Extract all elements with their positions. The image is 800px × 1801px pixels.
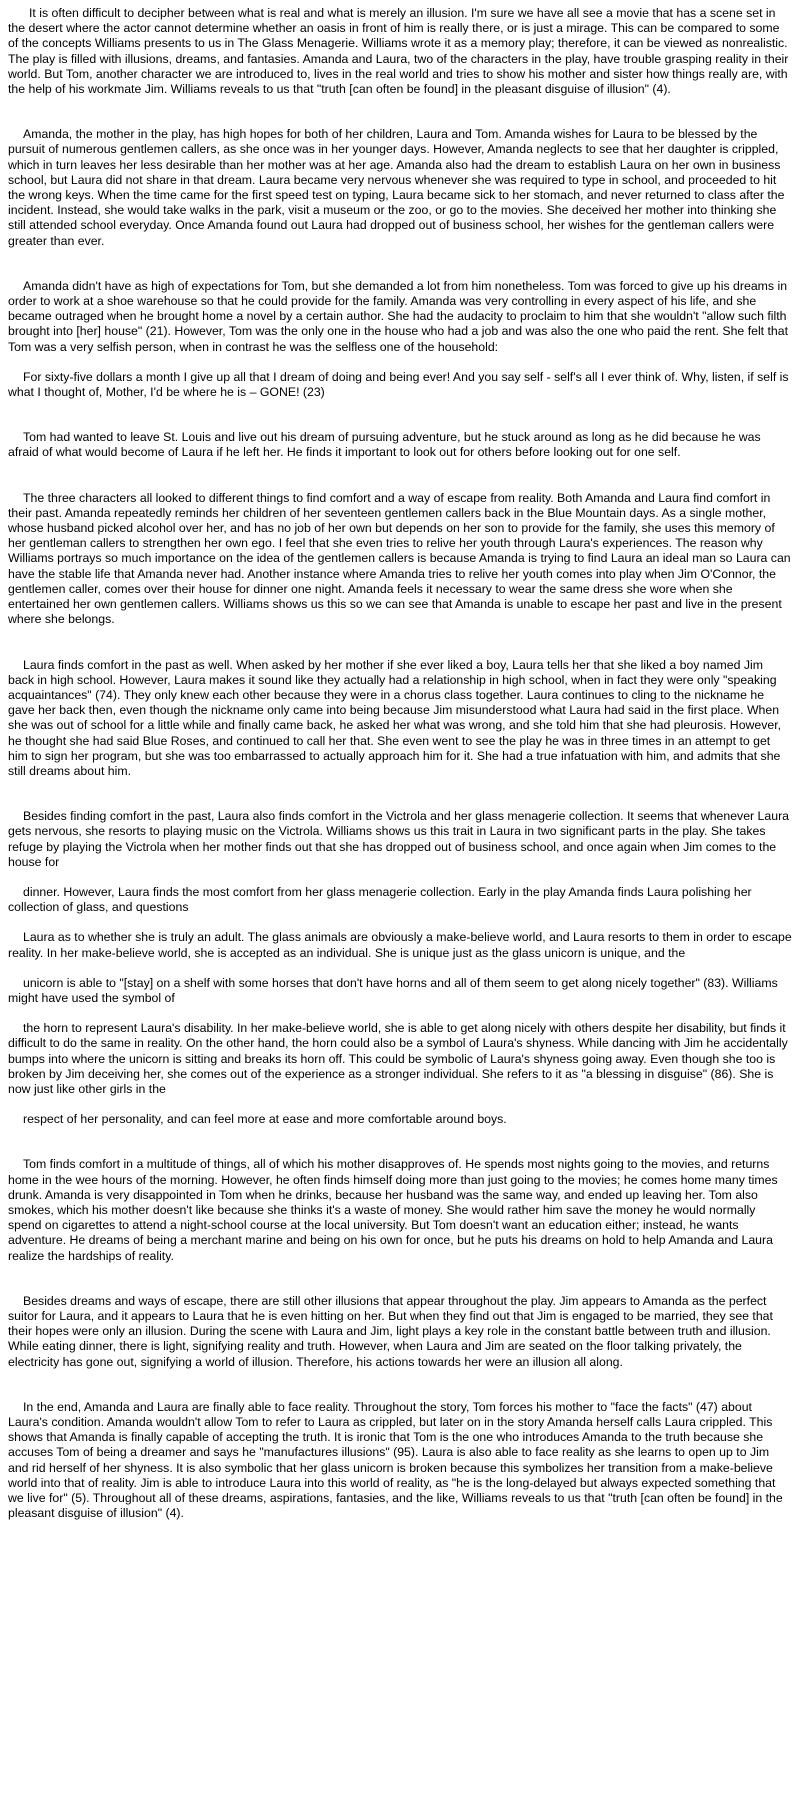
laura-past-paragraph: Laura finds comfort in the past as well. When asked by her mother if she ever liked a boy, Laura tells her that she liked a boy named Jim back in high school. However, Laura makes it sound like they actually had a relationship in high school, when in fact they were only "speaking acquaintances" (74). They only knew each other because they were in a chorus class together. Laura continues to cling to the nickname he gave her back then, even though the nickname only came into being because Jim misunderstood what Laura had said in the first place. When she was out of school for a little while and finally came back, he asked her what was wrong, and she told him that she had pleurosis. However, he thought she had said Blue Roses, and continued to call her that. She even went to see the play he was in three times in an attempt to get him to sign her program, but she was too embarrassed to actually approach him for it. She had a true infatuation with him, and admits that she still dreams about him. <box>8 657 782 778</box>
amanda-tom-paragraph: Amanda didn't have as high of expectations for Tom, but she demanded a lot from him nonetheless. Tom was forced to give up his dreams in order to work at a shoe warehouse so that he could provide for the family. Amanda was very controlling in every aspect of his life, and she became outraged when he brought home a novel by a certain author. She had the audacity to proclaim to him that she wouldn't "allow such filth brought into [her] house" (21). However, Tom was the only one in the house who had a job and was also the one who paid the rent. She felt that Tom was a very selfish person, when in contrast he was the selfless one of the household: <box>8 278 789 354</box>
conclusion-paragraph: In the end, Amanda and Laura are finally able to face reality. Throughout the story, Tom forces his mother to "face the facts" (47) about Laura's condition. Amanda wouldn't allow Tom to refer to Laura as crippled, but later on in the story Amanda herself calls Laura crippled. This shows that Amanda is finally capable of accepting the truth. It is ironic that Tom is the one who introduces Amanda to the truth because she accuses Tom of being a dreamer and says he "manufactures illusions" (95). Laura is also able to face reality as she learns to open up to Jim and rid herself of her shyness. It is also symbolic that her glass unicorn is broken because this symbolizes her transition from a make-believe world into that of reality. Jim is able to introduce Laura into this world of reality, as "he is the long-delayed but always expected something that we live for" (5). Throughout all of these dreams, aspirations, fantasies, and the like, Williams reveals to us that "truth [can often be found] in the pleasant disguise of illusion" (4). <box>8 1399 783 1521</box>
glass-collection-paragraph: dinner. However, Laura finds the most comfort from her glass menagerie collection. Early in the play Amanda finds Laura polishing her collection of glass, and questions <box>8 884 752 915</box>
intro-paragraph: It is often difficult to decipher between what is real and what is merely an illusion. I'm sure we have all see a movie that has a scene set in the desert where the actor cannot determine whether an oasis in front of him is really there, or is just a mirage. This can be compared to some of the concepts Williams presents to us in The Glass Menagerie. Williams wrote it as a memory play; therefore, it can be viewed as nonrealistic. The play is filled with illusions, dreams, and fantasies. Amanda and Laura, two of the characters in the play, have trouble grasping reality in their world. But Tom, another character we are introduced to, lives in the real world and tries to show his mother and sister how things really are, with the help of his workmate Jim. Williams reveals to us that "truth [can often be found] in the pleasant disguise of illusion" (4). <box>8 6 789 97</box>
unicorn-paragraph: unicorn is able to "[stay] on a shelf with some horses that don't have horns and all of them seem to get along nicely together" (83). Williams might have used the symbol of <box>8 975 778 1005</box>
tom-leave-paragraph: Tom had wanted to leave St. Louis and live out his dream of pursuing adventure, but he stuck around as long as he did because he was afraid of what would become of Laura if he left her. He finds it important to look out for others before looking out for one self. <box>8 430 761 460</box>
personality-paragraph: respect of her personality, and can feel more at ease and more comfortable around boys. <box>23 1112 507 1127</box>
other-illusions-paragraph: Besides dreams and ways of escape, there are still other illusions that appear throughout the play. Jim appears to Amanda as the perfect suitor for Laura, and it appears to Laura that he is even hitting on her. But when they find out that Jim is engaged to be married, they see that their hopes were only an illusion. During the scene with Laura and Jim, light plays a key role in the constant battle between truth and illusion. While eating dinner, there is light, signifying reality and truth. However, when Laura and Jim are seated on the floor talking privately, the electricity has gone out, signifying a world of illusion. Therefore, his actions towards her were an illusion all along. <box>8 1293 773 1369</box>
block-quote-paragraph: For sixty-five dollars a month I give up all that I dream of doing and being ever! And you say self - self's all I ever think of. Why, listen, if self is what I thought of, Mother, I'd be where he is – GONE! (23) <box>8 369 789 400</box>
comfort-past-paragraph: The three characters all looked to different things to find comfort and a way of escape from reality. Both Amanda and Laura find comfort in their past. Amanda repeatedly reminds her children of her seventeen gentlemen callers back in the Blue Mountain days. As a single mother, whose husband picked alcohol over her, and has no job of her own but depends on her son to provide for the family, she uses this memory of her gentleman callers to strengthen her own ego. I feel that she even tries to relive her youth through Laura's experiences. The reason why Williams portrays so much importance on the idea of the gentlemen callers is because Amanda is trying to find Laura an ideal man so Laura can have the stable life that Amanda never had. Another instance where Amanda tries to relive her youth comes into play when Jim O'Connor, the gentlemen caller, comes over their house for dinner one night. Amanda feels it necessary to wear the same dress she wore when she entertained her own gentlemen callers. Williams shows us this so we can see that Amanda is unable to escape her past and live in the present where she belongs. <box>8 490 791 627</box>
glass-animals-paragraph: Laura as to whether she is truly an adult. The glass animals are obviously a make-believe world, and Laura resorts to them in order to escape reality. In her make-believe world, she is accepted as an individual. She is unique just as the glass unicorn is unique, and the <box>8 930 792 960</box>
horn-symbol-paragraph: the horn to represent Laura's disability. In her make-believe world, she is able to get along nicely with others despite her disability, but finds it difficult to do the same in reality. On the other hand, the horn could also be a symbol of Laura's shyness. While dancing with Jim he accidentally bumps into where the unicorn is sitting and breaks its horn off. This could be symbolic of Laura's shyness going away. Even though she too is broken by Jim deceiving her, she comes out of the experience as a stronger individual. She refers to it as "a blessing in disguise" (86). She is now just like other girls in the <box>8 1021 788 1096</box>
tom-comfort-paragraph: Tom finds comfort in a multitude of things, all of which his mother disapproves of. He spends most nights going to the movies, and returns home in the wee hours of the morning. However, he often finds himself doing more than just going to the movies; he comes home many times drunk. Amanda is very disappointed in Tom when he drinks, because her husband was the same way, and ended up leaving her. Tom also smokes, which his mother doesn't like because she thinks it's a waste of money. She would rather him save the money he would normally spend on cigarettes to attend a night-school course at the local university. But Tom doesn't want an education either; instead, he wants adventure. He dreams of being a merchant marine and being on his own for once, but he puts his dreams on hold to help Amanda and Laura realize the hardships of reality. <box>8 1157 778 1263</box>
victrola-paragraph: Besides finding comfort in the past, Laura also finds comfort in the Victrola and her glass menagerie collection. It seems that whenever Laura gets nervous, she resorts to playing music on the Victrola. Williams shows us this trait in Laura in two significant parts in the play. She takes refuge by playing the Victrola when her mother finds out that she has dropped out of business school, and once again when Jim comes to the house for <box>8 809 790 869</box>
essay-body <box>8 6 792 1551</box>
amanda-hopes-paragraph: Amanda, the mother in the play, has high hopes for both of her children, Laura and Tom. Amanda wishes for Laura to be blessed by the pursuit of numerous gentlemen callers, as she once was in her younger days. However, Amanda neglects to see that her daughter is crippled, which in turn leaves her less desirable than her mother was at her age. Amanda also had the dream to establish Laura on her own in business school, but Laura did not share in that dream. Laura became very nervous whenever she was required to type in school, and proceeded to hit the wrong keys. When the time came for the first speed test on typing, Laura became sick to her stomach, and never returned to class after the incident. Instead, she would take walks in the park, visit a museum or the zoo, or go to the movies. She deceived her mother into thinking she still attended school everyday. Once Amanda found out Laura had dropped out of business school, her wishes for the gentleman callers were greater than ever. <box>8 127 785 248</box>
